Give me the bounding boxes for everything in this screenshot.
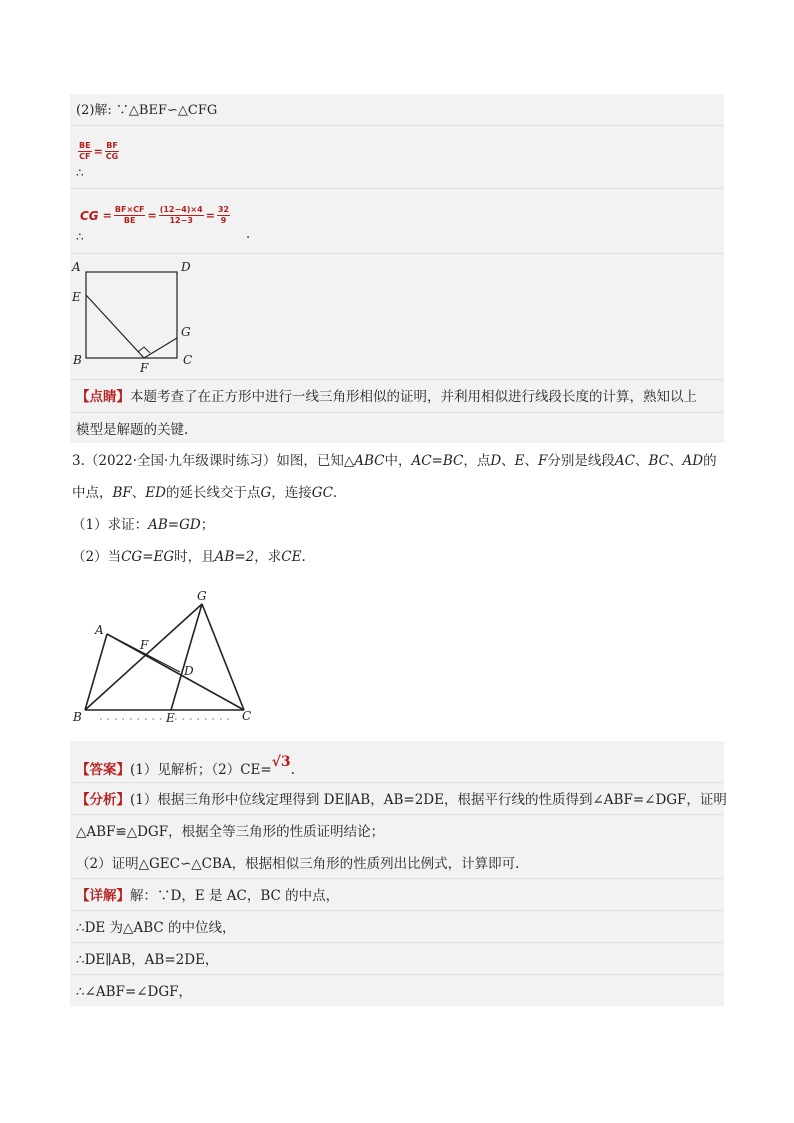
separator bbox=[70, 412, 724, 413]
segment-gc bbox=[202, 604, 244, 710]
proportion-formula: $\frac{BE}{CF}$ = $\frac{BF}{CG}$ bbox=[79, 141, 119, 161]
segment-fg bbox=[144, 338, 177, 358]
detail-line-4: ∴∠ABF=∠DGF， bbox=[76, 984, 193, 1000]
label-c: C bbox=[242, 709, 252, 723]
separator bbox=[70, 379, 724, 380]
square-figure bbox=[70, 258, 200, 376]
part2-heading: (2)解: ∵△BEF∽△CFG bbox=[76, 103, 218, 118]
separator bbox=[70, 125, 724, 126]
comment-line-2: 模型是解题的关键. bbox=[76, 422, 189, 438]
analysis-line-3: （2）证明△GEC∽△CBA，根据相似三角形的性质列出比例式，计算即可. bbox=[76, 856, 520, 872]
segment-ab bbox=[85, 634, 107, 710]
separator bbox=[70, 782, 724, 783]
triangle-figure bbox=[70, 586, 260, 728]
separator bbox=[70, 814, 724, 815]
label-c: C bbox=[183, 353, 193, 367]
sqrt-three: √3 bbox=[271, 754, 291, 770]
detail-line-2: ∴DE 为△ABC 的中位线， bbox=[76, 920, 236, 936]
question-3-sub-1: （1）求证：AB=GD； bbox=[72, 517, 215, 533]
label-f: F bbox=[140, 361, 149, 375]
question-3-line-1: 3.（2022·全国·九年级课时练习）如图，已知△ABC中，AC=BC，点D、E、F分别是线段AC、BC、AD的 bbox=[72, 453, 717, 469]
fraction-bf-cg: $\frac{BF}{CG}$ bbox=[105, 141, 119, 161]
label-g: G bbox=[197, 589, 207, 603]
label-a: A bbox=[95, 623, 104, 637]
separator bbox=[70, 253, 724, 254]
label-g: G bbox=[181, 325, 191, 339]
label-e: E bbox=[166, 711, 175, 725]
separator bbox=[70, 910, 724, 911]
formula-end-period: . bbox=[246, 227, 251, 242]
comment-line-1: 【点睛】本题考查了在正方形中进行一线三角形相似的证明，并利用相似进行线段长度的计算，熟知以上 bbox=[76, 389, 697, 405]
label-b: B bbox=[73, 353, 82, 367]
right-angle-mark bbox=[138, 347, 150, 353]
separator bbox=[70, 188, 724, 189]
label-e: E bbox=[72, 290, 81, 304]
separator bbox=[70, 942, 724, 943]
cg-formula: CG = $\frac{BF\times CF}{BE}$ = $\frac{(12-4)\times 4}{12-3}$ = $\frac{32}{9}$ bbox=[80, 205, 230, 225]
therefore-symbol: ∴ bbox=[76, 230, 84, 244]
therefore-symbol: ∴ bbox=[76, 166, 84, 180]
segment-bg bbox=[85, 604, 202, 710]
segment-eg bbox=[171, 604, 202, 710]
label-b: B bbox=[73, 710, 82, 724]
segment-ef bbox=[86, 295, 144, 358]
analysis-line-2: △ABF≌△DGF，根据全等三角形的性质证明结论； bbox=[76, 824, 385, 840]
label-d: D bbox=[181, 260, 191, 274]
detail-line-3: ∴DE∥AB，AB=2DE， bbox=[76, 952, 219, 968]
separator bbox=[70, 974, 724, 975]
fraction-be-cf: $\frac{BE}{CF}$ bbox=[79, 141, 91, 161]
label-f: F bbox=[140, 638, 149, 652]
label-d: D bbox=[184, 664, 194, 678]
answer-line: 【答案】(1）见解析；（2）CE=√3. bbox=[76, 754, 295, 778]
analysis-line-1: 【分析】(1）根据三角形中位线定理得到 DE∥AB，AB=2DE，根据平行线的性质得到∠ABF=∠DGF，证明 bbox=[76, 792, 727, 808]
detail-line-1: 【详解】解：∵D，E 是 AC，BC 的中点， bbox=[76, 888, 340, 904]
separator bbox=[70, 878, 724, 879]
question-3-sub-2: （2）当CG=EG时，且AB=2，求CE. bbox=[72, 549, 306, 565]
label-a: A bbox=[72, 260, 81, 274]
question-3-line-2: 中点，BF、ED的延长线交于点G，连接GC. bbox=[72, 485, 338, 501]
